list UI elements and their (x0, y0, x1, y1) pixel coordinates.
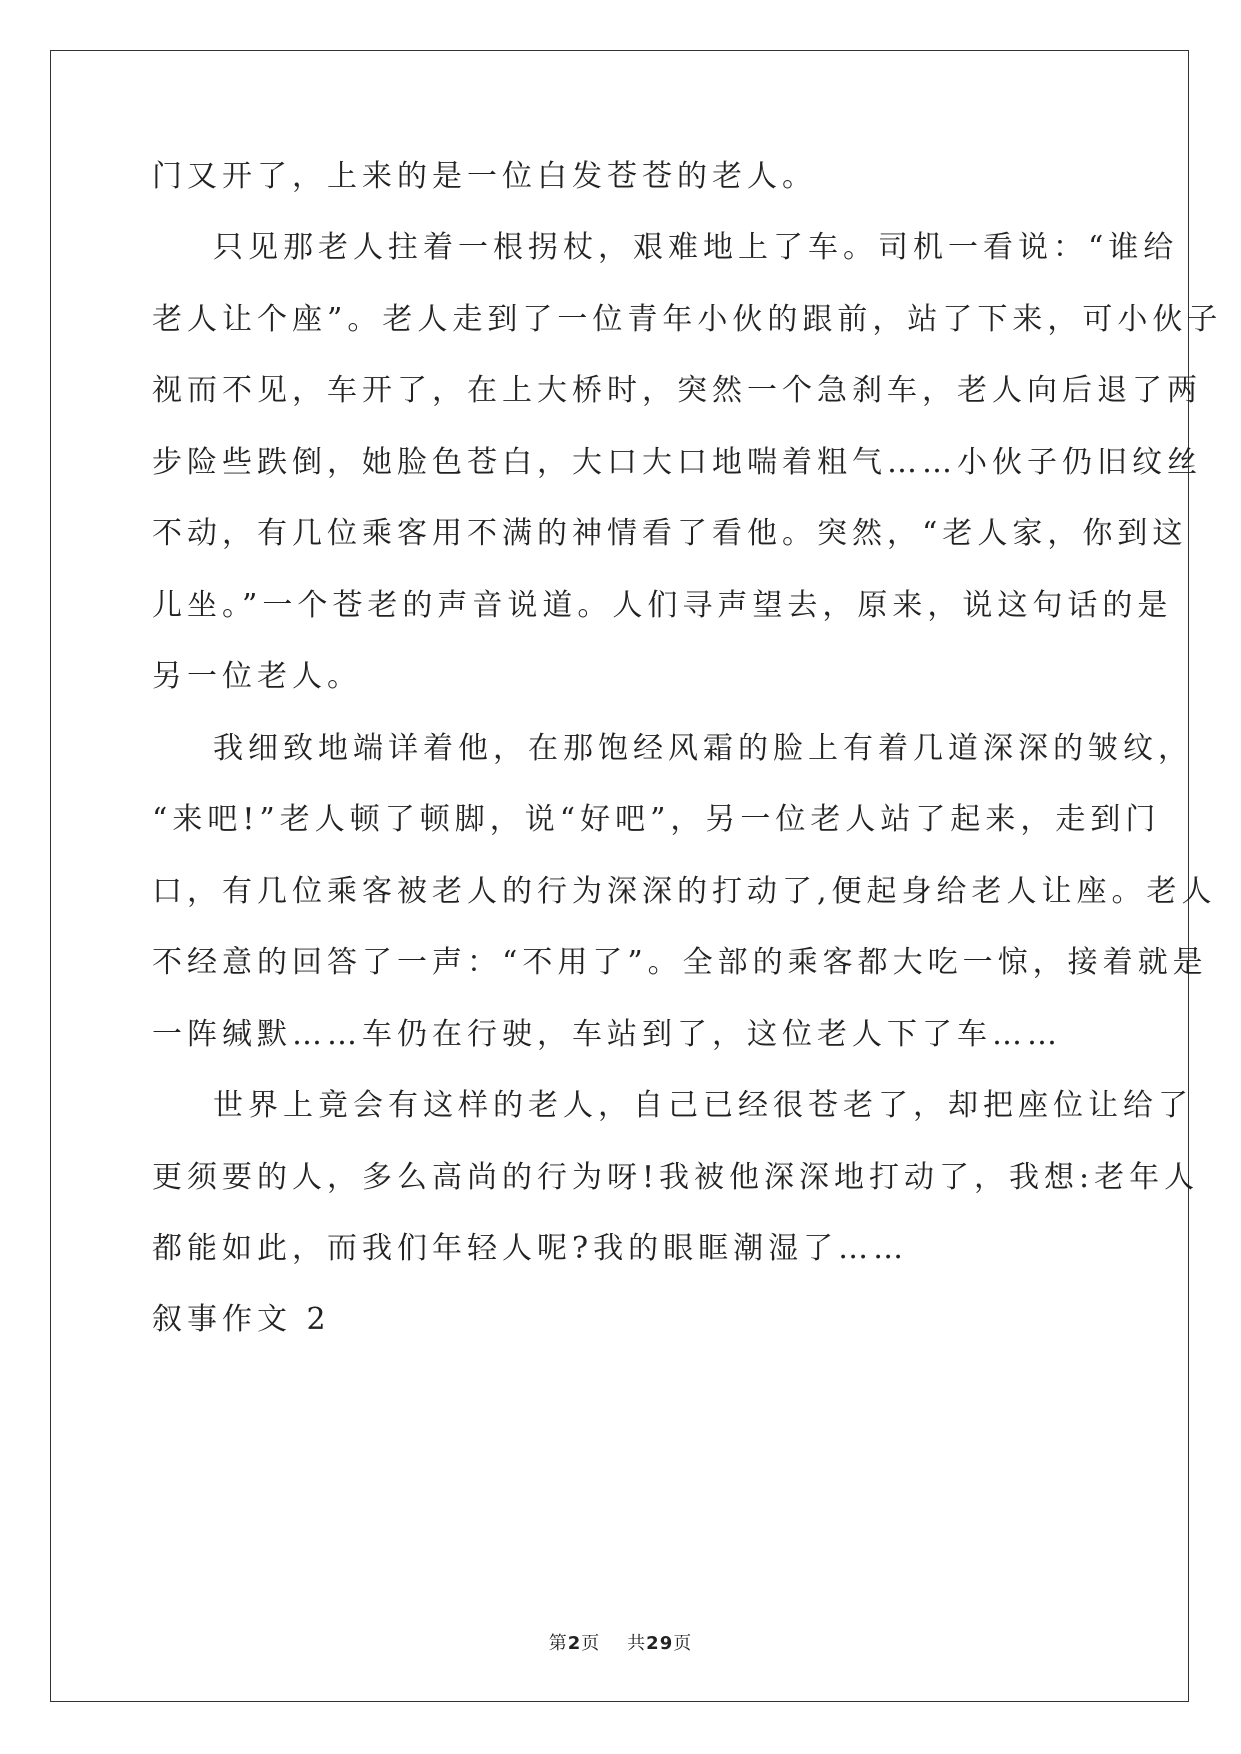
text-line: 步险些跌倒，她脸色苍白，大口大口地喘着粗气……小伙子仍旧纹丝 (152, 445, 1202, 480)
section-heading: 叙事作文 2 (152, 1302, 331, 1337)
total-pages: 29 (646, 1633, 674, 1654)
page-footer (0, 1629, 1241, 1655)
text-line: 一阵缄默……车仍在行驶，车站到了，这位老人下了车…… (152, 1017, 1062, 1052)
paragraph-start: 世界上竟会有这样的老人，自己已经很苍老了，却把座位让给了 (213, 1088, 1193, 1123)
text-line: 老人让个座”。老人走到了一位青年小伙的跟前，站了下来，可小伙子 (152, 302, 1223, 337)
text-line: 门又开了，上来的是一位白发苍苍的老人。 (152, 159, 817, 194)
text-line: 视而不见，车开了，在上大桥时，突然一个急刹车，老人向后退了两 (152, 373, 1202, 408)
text-line: “来吧!”老人顿了顿脚，说“好吧”，另一位老人站了起来，走到门 (152, 802, 1161, 837)
text-line: 不动，有几位乘客用不满的神情看了看他。突然，“老人家，你到这 (152, 516, 1188, 551)
text-line: 另一位老人。 (152, 659, 362, 694)
text-line: 儿坐。”一个苍老的声音说道。人们寻声望去，原来，说这句话的是 (152, 588, 1173, 623)
total-suffix: 页 (673, 1633, 693, 1654)
text-line: 不经意的回答了一声：“不用了”。全部的乘客都大吃一惊，接着就是 (152, 945, 1208, 980)
page-number: 2 (567, 1633, 582, 1654)
text-line: 口，有几位乘客被老人的行为深深的打动了,便起身给老人让座。老人 (152, 874, 1217, 909)
total-prefix: 共 (627, 1633, 647, 1654)
page-prefix: 第 (548, 1633, 568, 1654)
text-line: 更须要的人，多么高尚的行为呀!我被他深深地打动了，我想:老年人 (152, 1160, 1200, 1195)
paragraph-start: 我细致地端详着他，在那饱经风霜的脸上有着几道深深的皱纹， (213, 731, 1193, 766)
text-line: 都能如此，而我们年轻人呢?我的眼眶潮湿了…… (152, 1231, 909, 1266)
page-suffix: 页 (581, 1633, 601, 1654)
paragraph-start: 只见那老人拄着一根拐杖，艰难地上了车。司机一看说：“谁给 (213, 230, 1179, 265)
